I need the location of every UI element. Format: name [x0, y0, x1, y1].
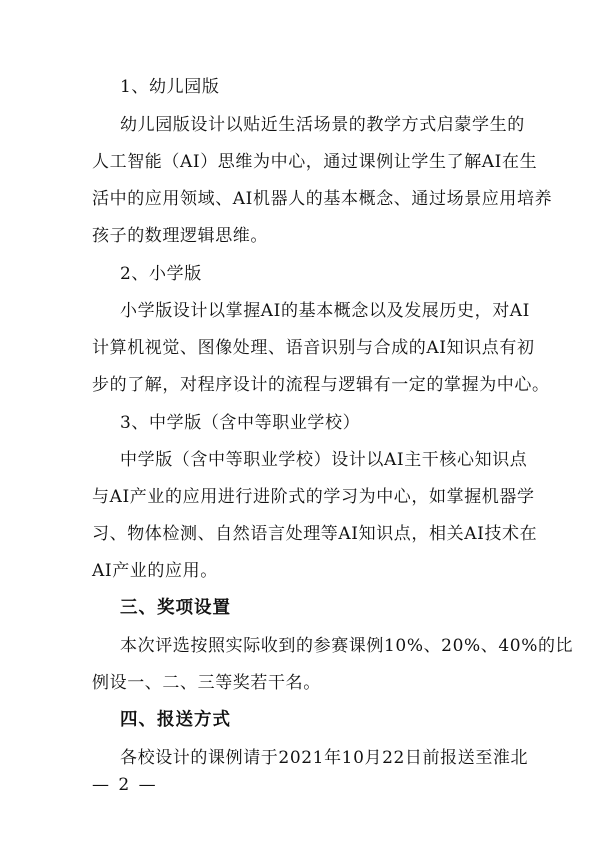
section-3-line-4: AI产业的应用。: [92, 561, 218, 581]
section-2-line-1: 小学版设计以掌握AI的基本概念以及发展历史，对AI: [120, 301, 530, 321]
section-awards-heading: 三、奖项设置: [120, 598, 231, 618]
section-1-line-1: 幼儿园版设计以贴近生活场景的教学方式启蒙学生的: [120, 115, 525, 135]
section-3-line-1: 中学版（含中等职业学校）设计以AI主干核心知识点: [120, 450, 528, 470]
section-3-line-2: 与AI产业的应用进行进阶式的学习为中心，如掌握机器学: [92, 487, 535, 507]
page-number: — 2 —: [92, 775, 158, 795]
section-submission-line-1: 各校设计的课例请于2021年10月22日前报送至淮北: [120, 748, 529, 768]
section-submission-heading: 四、报送方式: [120, 710, 231, 730]
section-1-heading: 1、幼儿园版: [120, 77, 220, 97]
section-1-line-2: 人工智能（AI）思维为中心，通过课例让学生了解AI在生: [92, 152, 538, 172]
section-2-line-3: 步的了解，对程序设计的流程与逻辑有一定的掌握为中心。: [92, 375, 550, 395]
section-1-line-3: 活中的应用领域、AI机器人的基本概念、通过场景应用培养: [92, 189, 553, 209]
section-awards-line-2: 例设一、二、三等奖若干名。: [92, 673, 321, 693]
section-2-heading: 2、小学版: [120, 264, 202, 284]
section-awards-line-1: 本次评选按照实际收到的参赛课例10%、20%、40%的比: [120, 636, 574, 656]
section-2-line-2: 计算机视觉、图像处理、语音识别与合成的AI知识点有初: [92, 338, 535, 358]
section-1-line-4: 孩子的数理逻辑思维。: [92, 226, 268, 246]
section-3-line-3: 习、物体检测、自然语言处理等AI知识点，相关AI技术在: [92, 524, 538, 544]
section-3-heading: 3、中学版（含中等职业学校）: [120, 413, 361, 433]
